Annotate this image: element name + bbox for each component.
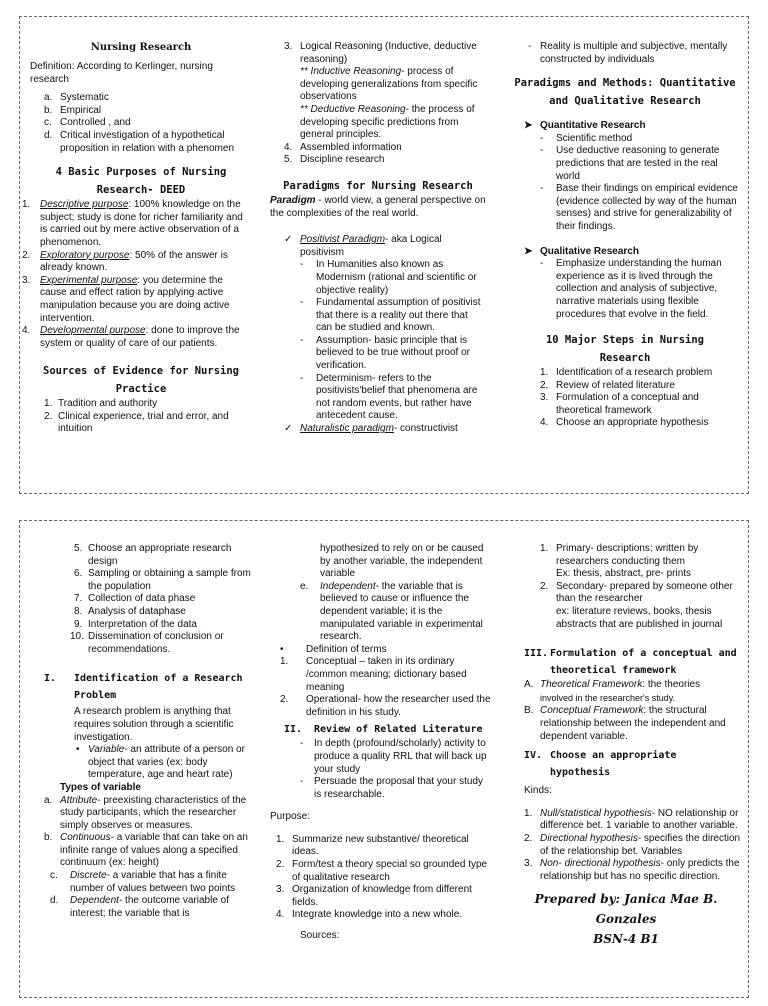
list-item: A. Theoretical Framework: the theories involved in the researcher's study.: [524, 679, 701, 703]
list-item: - Determinism- refers to the positivists'belief that phenomena are not random events, but rather have antecedent cause.: [300, 372, 478, 422]
paradigm-definition: Paradigm - world view, a general perspective on the complexities of the real world.: [270, 194, 486, 219]
list-item: 2. Operational- how the researcher used the definition in his study.: [280, 694, 491, 718]
list-item: - Scientific method: [540, 132, 633, 144]
list-item: 6. Sampling or obtaining a sample from the population: [74, 568, 251, 592]
list-item: 3. Non- directional hypothesis- only predicts the relationship but has no specific direction.: [524, 858, 740, 882]
list-item: d. Critical investigation of a hypothetical proposition in relation with a phenomen: [44, 129, 234, 154]
list-item: 2. Exploratory purpose: 50% of the answer is already known.: [22, 249, 228, 274]
list-item: 2. Directional hypothesis- specifies the direction of the relationship bet. Variables: [524, 832, 741, 857]
purpose-list: [270, 834, 492, 922]
steps-heading: 10 Major Steps in Nursing Research: [545, 334, 705, 365]
column-1: [30, 521, 262, 920]
section-4-heading: IV. Choose an appropriate hypothesis: [524, 750, 677, 779]
list-item: c. Controlled , and: [44, 117, 131, 129]
purposes-list: [22, 199, 252, 350]
reasoning-list: [270, 41, 486, 167]
list-item: 2. Clinical experience, trial and error, and intuition: [44, 410, 229, 435]
column-2: [270, 17, 486, 436]
quantitative-heading: ➤ Quantitative Research: [524, 120, 646, 132]
types-list: [30, 795, 262, 921]
problem-definition: A research problem is anything that requires solution through a scientific investigation.: [74, 706, 234, 743]
list-item: 3. Experimental purpose: you determine the cause and effect ration by applying active manipulation because you are doing active intervention.: [22, 274, 230, 324]
list-item: 8. Analysis of dataphase: [74, 605, 186, 617]
list-item: 1. Tradition and authority: [44, 398, 158, 410]
list-item: 2. Form/test a theory special so grounded type of qualitative research: [276, 859, 488, 883]
list-item: 2. Secondary- prepared by someone other than the researcher ex: literature reviews, books, thesis abstracts that are published in journal: [540, 580, 733, 630]
list-item: - Emphasize understanding the human experience as it is lived through the collection and analysis of subjective, narrative materials using flexible procedures that evolve in the field.: [540, 258, 722, 320]
list-item: 1. Summarize new substantive/ theoretical ideas.: [276, 833, 469, 858]
column-3: [510, 521, 742, 949]
list-item: 4. Choose an appropriate hypothesis: [540, 417, 709, 429]
steps-list-continued: [30, 543, 262, 656]
section-3-heading: III. Formulation of a conceptual and theoretical framework: [524, 648, 737, 677]
list-item: d. Dependent- the outcome variable of interest; the variable that is: [50, 895, 229, 919]
definition-list: [30, 92, 252, 155]
list-item: 3. Organization of knowledge from different fields.: [276, 884, 472, 908]
positivist-item: ✓ Positivist Paradigm- aka Logical positivism - In Humanities also known as Modernism (rational and scientific or objective reality) - Fundamental assumption of positivist that there is a reality out there that can be studied and known. - Assumption- basic principle that is believed to be true without proof or verification. - Determinism- refers to the positivists'belief that phenomena are not random events, but rather have antecedent cause.: [270, 234, 486, 423]
list-item: - Use deductive reasoning to generate predictions that are tested in the real world: [540, 145, 720, 182]
list-item: c. Discrete- a variable that has a finite number of values between two points: [50, 870, 236, 894]
list-item: a. Attribute- preexisting characteristics of the study participants, which the researcher simply observes or measures.: [44, 794, 247, 831]
column-2: [270, 521, 492, 943]
list-item: 2. Review of related literature: [540, 379, 675, 391]
list-item: 1. Conceptual – taken in its ordinary /common meaning; dictionary based meaning: [280, 656, 467, 693]
hypothesis-list: [510, 808, 742, 884]
dependent-continued: hypothesized to rely on or be caused by another variable, the independent variable: [320, 543, 484, 580]
list-item: 4. Integrate knowledge into a new whole.: [276, 909, 463, 921]
list-item: b. Empirical: [44, 104, 102, 116]
list-item: 3. Formulation of a conceptual and theoretical framework: [540, 392, 699, 416]
list-item: 10. Dissemination of conclusion or recommendations.: [70, 631, 224, 655]
kinds-label: Kinds:: [524, 785, 552, 797]
page-panel-2: [19, 520, 749, 998]
list-item: - Persuade the proposal that your study is researchable.: [300, 776, 483, 800]
purpose-label: Purpose:: [270, 811, 311, 823]
sources-label: Sources:: [300, 930, 340, 942]
list-item: 3. Logical Reasoning (Inductive, deductive reasoning): [284, 41, 477, 65]
page-panel-1: [19, 16, 749, 494]
list-item: 5. Choose an appropriate research design: [74, 543, 232, 567]
list-item: 4. Assembled information: [284, 141, 402, 153]
author-signature: Prepared by: Janica Mae B. Gonzales: [534, 892, 718, 927]
types-heading: Types of variable: [60, 781, 141, 793]
list-item: - Assumption- basic principle that is believed to be true without proof or verification.: [300, 334, 470, 372]
sources-heading: Sources of Evidence for Nursing Practice: [43, 365, 239, 396]
list-item: B. Conceptual Framework: the structural relationship between the independent and dependent variable.: [524, 705, 726, 742]
inductive-note: ** Inductive Reasoning- process of developing generalizations from specific observations: [300, 66, 478, 103]
column-1: [22, 17, 252, 436]
purposes-heading: 4 Basic Purposes of Nursing Research- DEED: [55, 166, 227, 197]
section-2-heading: II. Review of Related Literature: [284, 724, 483, 736]
list-item: 4. Developmental purpose: done to improve the system or quality of care of our patients.: [22, 325, 240, 349]
list-item: b. Continuous- a variable that can take on an infinite range of values along a specified continuum (ex: height): [44, 832, 248, 869]
list-item: - Fundamental assumption of positivist that there is a reality out there that can be studied and known.: [300, 297, 481, 334]
qualitative-heading: ➤ Qualitative Research: [524, 245, 639, 257]
sources-list: [30, 398, 252, 436]
author-class: BSN-4 B1: [593, 932, 659, 947]
list-item: 1. Primary- descriptions; written by researchers conducting them Ex: thesis, abstract, pre- prints: [540, 543, 699, 580]
deductive-note: ** Deductive Reasoning- the process of developing specific predictions from general principles.: [300, 103, 475, 141]
list-item: - Reality is multiple and subjective, mentally constructed by individuals: [528, 41, 728, 65]
list-item: 1. Descriptive purpose: 100% knowledge on the subject; study is done for richer familiarity and is carried out by mere active observation of a phenomenon.: [22, 199, 243, 248]
list-item: a. Systematic: [44, 92, 109, 104]
paradigms-heading: Paradigms for Nursing Research: [283, 179, 473, 192]
column-3: [510, 17, 740, 430]
variable-item: • Variable- an attribute of a person or object that varies (ex: body temperature, age and heart rate): [76, 744, 245, 781]
section-title: Nursing Research: [90, 42, 192, 53]
list-item: 1. Identification of a research problem: [540, 367, 713, 379]
list-item: - In depth (profound/scholarly) activity to produce a quality RRL that will back up your study: [300, 738, 487, 775]
list-item: 7. Collection of data phase: [74, 593, 196, 605]
list-item: 5. Discipline research: [284, 154, 385, 166]
list-item: - Base their findings on empirical evidence (evidence collected by way of the human senses) and strive for generalizability of their findings.: [540, 183, 738, 232]
list-item: - In Humanities also known as Modernism (rational and scientific or objective reality): [300, 259, 477, 296]
section-1-heading: I. Identification of a Research Problem: [44, 673, 243, 702]
list-item: 1. Null/statistical hypothesis- NO relationship or difference bet. 1 variable to another variable.: [524, 807, 739, 832]
definition: Definition: According to Kerlinger, nursing research: [30, 61, 213, 85]
independent-item: e. Independent- the variable that is believed to cause or influence the dependent variable; it is the manipulated variable in experimental research.: [300, 580, 483, 643]
steps-list: [510, 367, 740, 430]
definition-of-terms: • Definition of terms: [280, 643, 387, 655]
naturalistic-item: ✓ Naturalistic paradigm- constructivist: [284, 423, 458, 435]
list-item: 9. Interpretation of the data: [74, 618, 197, 630]
methods-heading: Paradigms and Methods: Quantitative and Qualitative Research: [514, 77, 736, 108]
sources-list: [510, 543, 742, 631]
